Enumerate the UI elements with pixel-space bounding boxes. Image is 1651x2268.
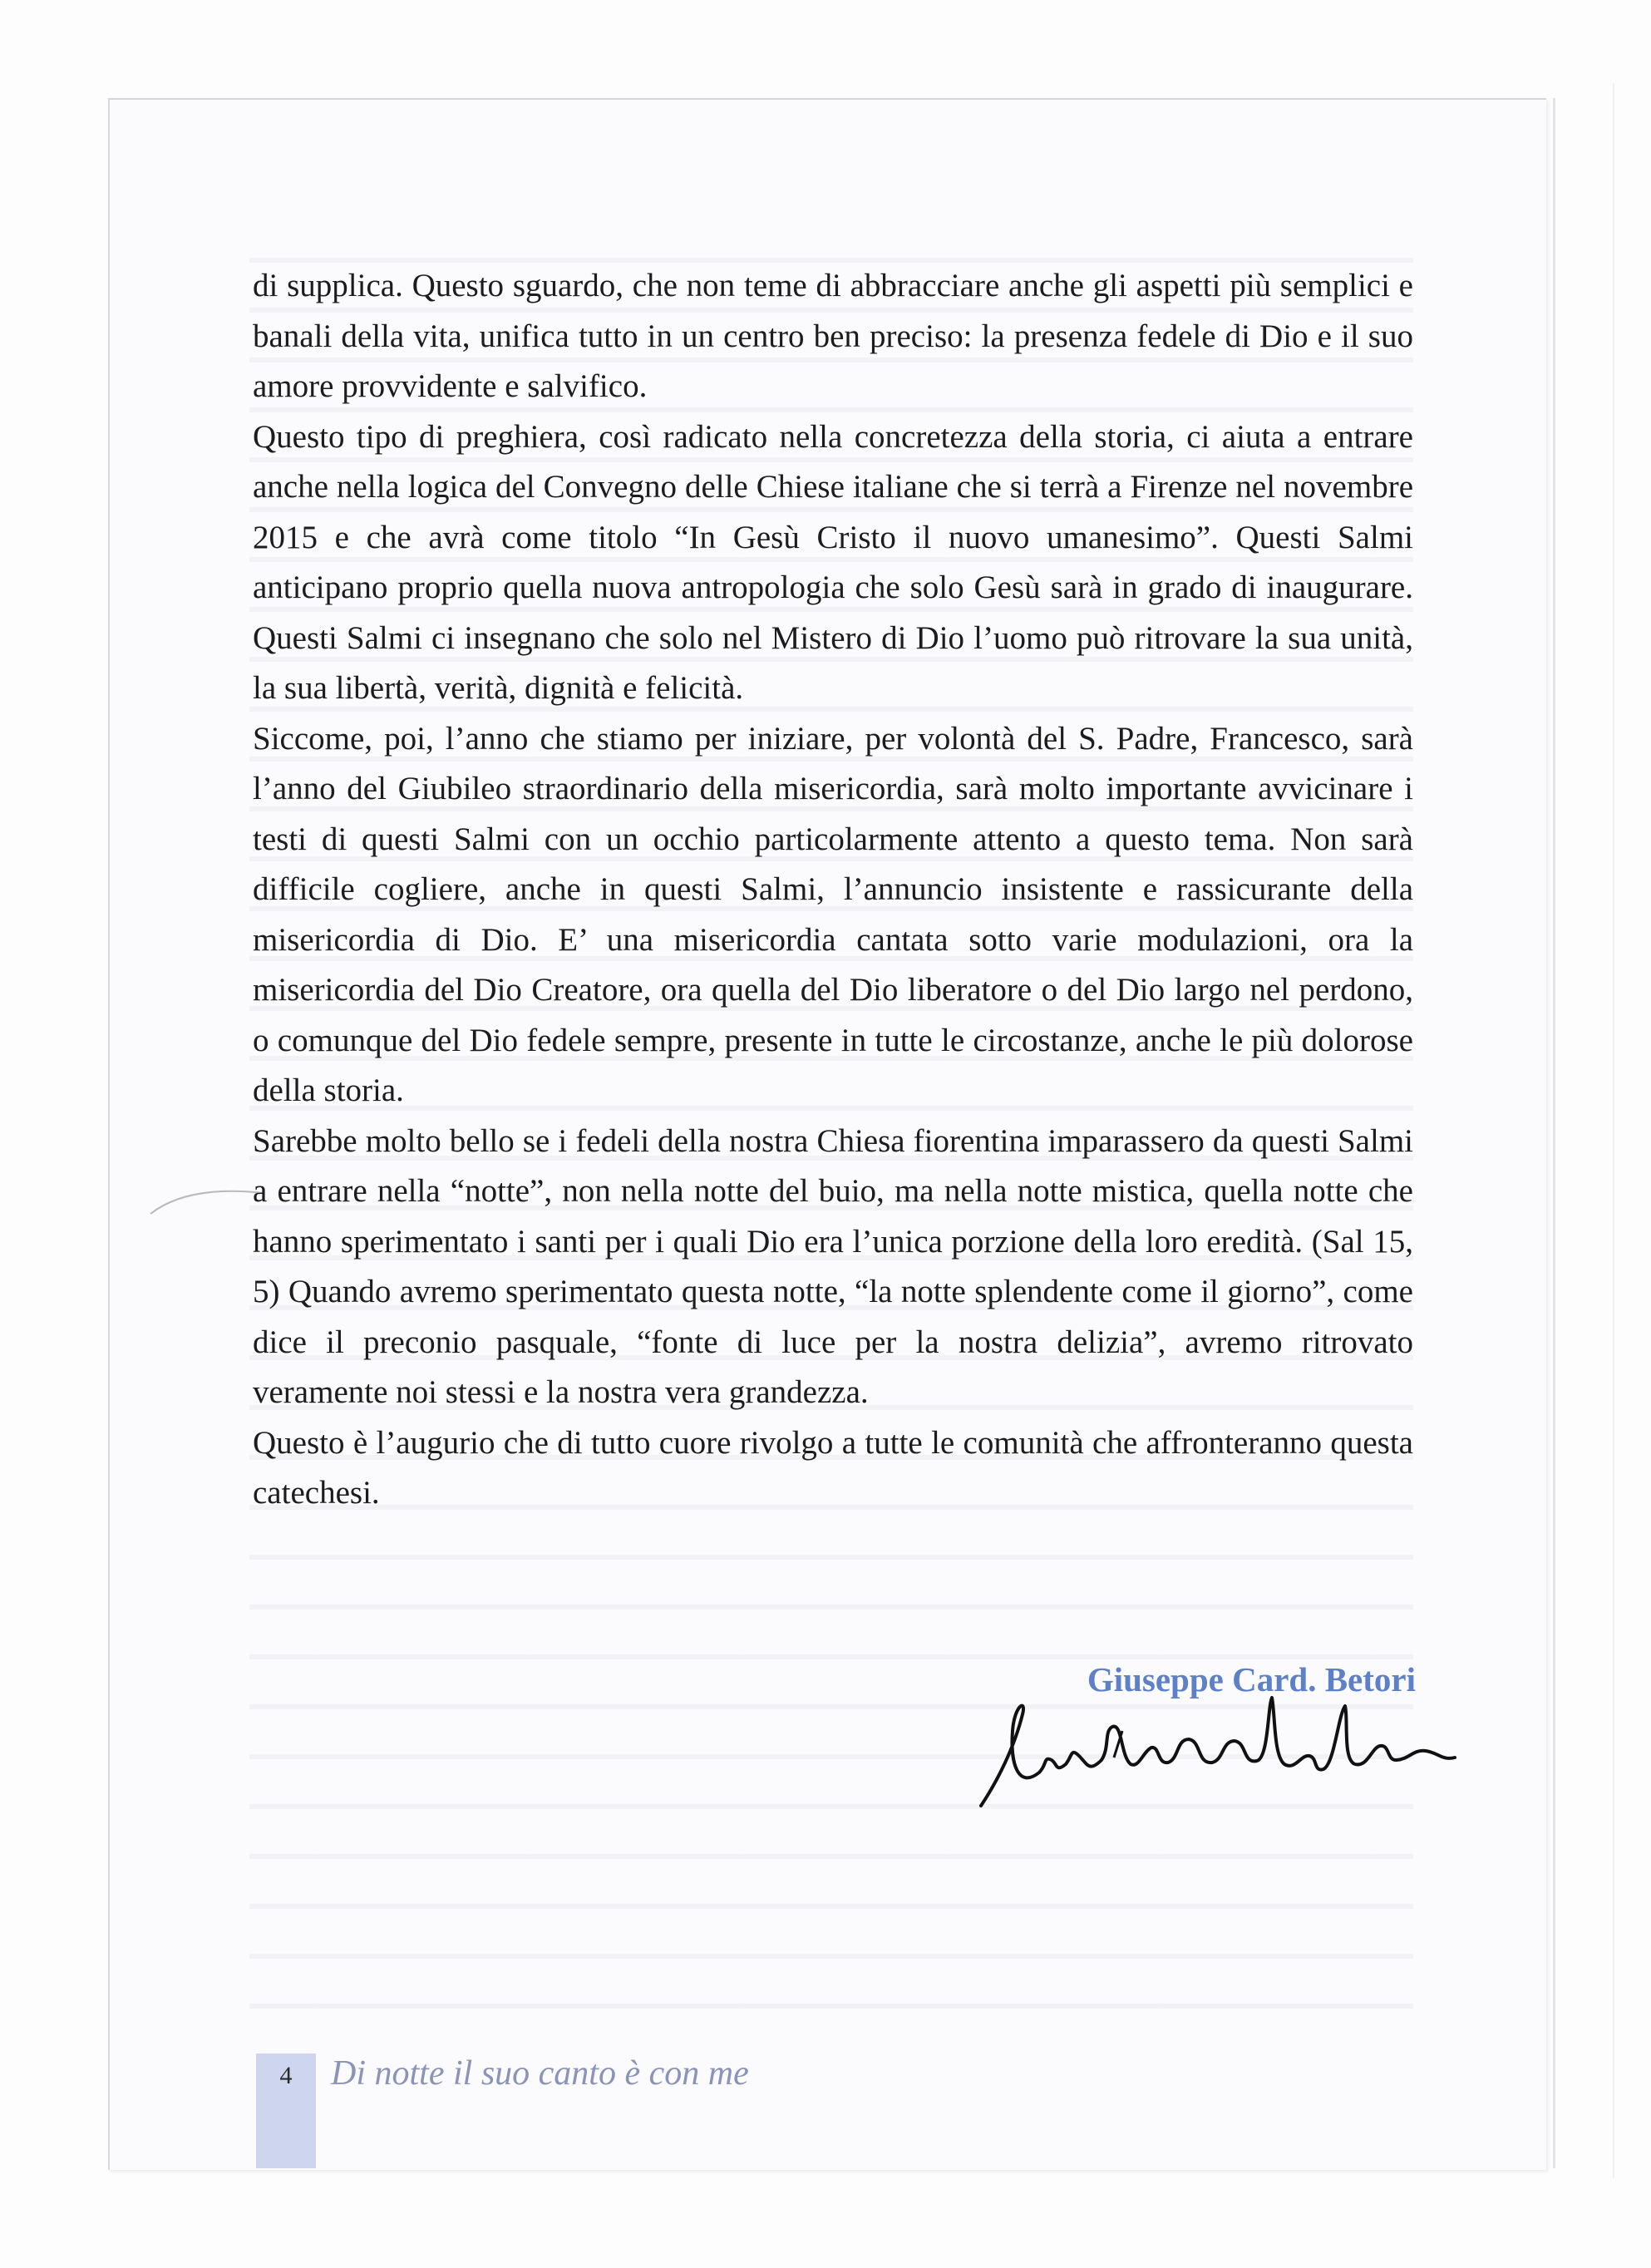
page-edge bbox=[1553, 98, 1555, 2168]
paragraph-1: di supplica. Questo sguardo, che non teme di abbracciare anche gli aspetti più semplici e banali della vita, unifica tutto in un centro ben preciso: la presenza fedele di Dio e il suo amore provvidente e salvifico. bbox=[253, 268, 1413, 404]
main-text bbox=[253, 261, 1413, 1519]
page-edge-outer bbox=[1613, 83, 1614, 2178]
handwritten-signature bbox=[964, 1681, 1480, 1822]
paragraph-2: Questo tipo di preghiera, così radicato nella concretezza della storia, ci aiuta a entrare anche nella logica del Convegno delle Chiese italiane che si terrà a Firenze nel novembre 2015 e che avrà come titolo “In Gesù Cristo il nuovo umanesimo”. Questi Salmi anticipano proprio quella nuova antropologia che solo Gesù sarà in grado di inaugurare. Questi Salmi ci insegnano che solo nel Mistero di Dio l’uomo può ritrovare la sua unità, la sua libertà, verità, dignità e felicità. bbox=[253, 418, 1413, 706]
author-name: Giuseppe Card. Betori bbox=[1087, 1660, 1416, 1699]
running-title: Di notte il suo canto è con me bbox=[331, 2054, 749, 2093]
paragraph-5: Questo è l’augurio che di tutto cuore rivolgo a tutte le comunità che affronteranno questa catechesi. bbox=[253, 1424, 1413, 1511]
paragraph-4: Sarebbe molto bello se i fedeli della nostra Chiesa fiorentina imparassero da questi Salmi a entrare nella “notte”, non nella notte del buio, ma nella notte mistica, quella notte che hanno sperimentato i santi per i quali Dio era l’unica porzione della loro eredità. (Sal 15, 5) Quando avremo sperimentato questa notte, “la notte splendente come il giorno”, come dice il preconio pasquale, “fonte di luce per la nostra delizia”, avremo ritrovato veramente noi stessi e la nostra vera grandezza. bbox=[253, 1122, 1413, 1410]
paragraph-3: Siccome, poi, l’anno che stiamo per iniziare, per volontà del S. Padre, Francesco, sarà l’anno del Giubileo straordinario della misericordia, sarà molto importante avvicinare i testi di questi Salmi con un occhio particolarmente attento a questo tema. Non sarà difficile cogliere, anche in questi Salmi, l’annuncio insistente e rassicurante della misericordia di Dio. E’ una misericordia cantata sotto varie modulazioni, ora la misericordia del Dio Creatore, ora quella del Dio liberatore o del Dio largo nel perdono, o comunque del Dio fedele sempre, presente in tutte le circostanze, anche le più dolorose della storia. bbox=[253, 720, 1413, 1108]
page-number: 4 bbox=[279, 2062, 293, 2089]
